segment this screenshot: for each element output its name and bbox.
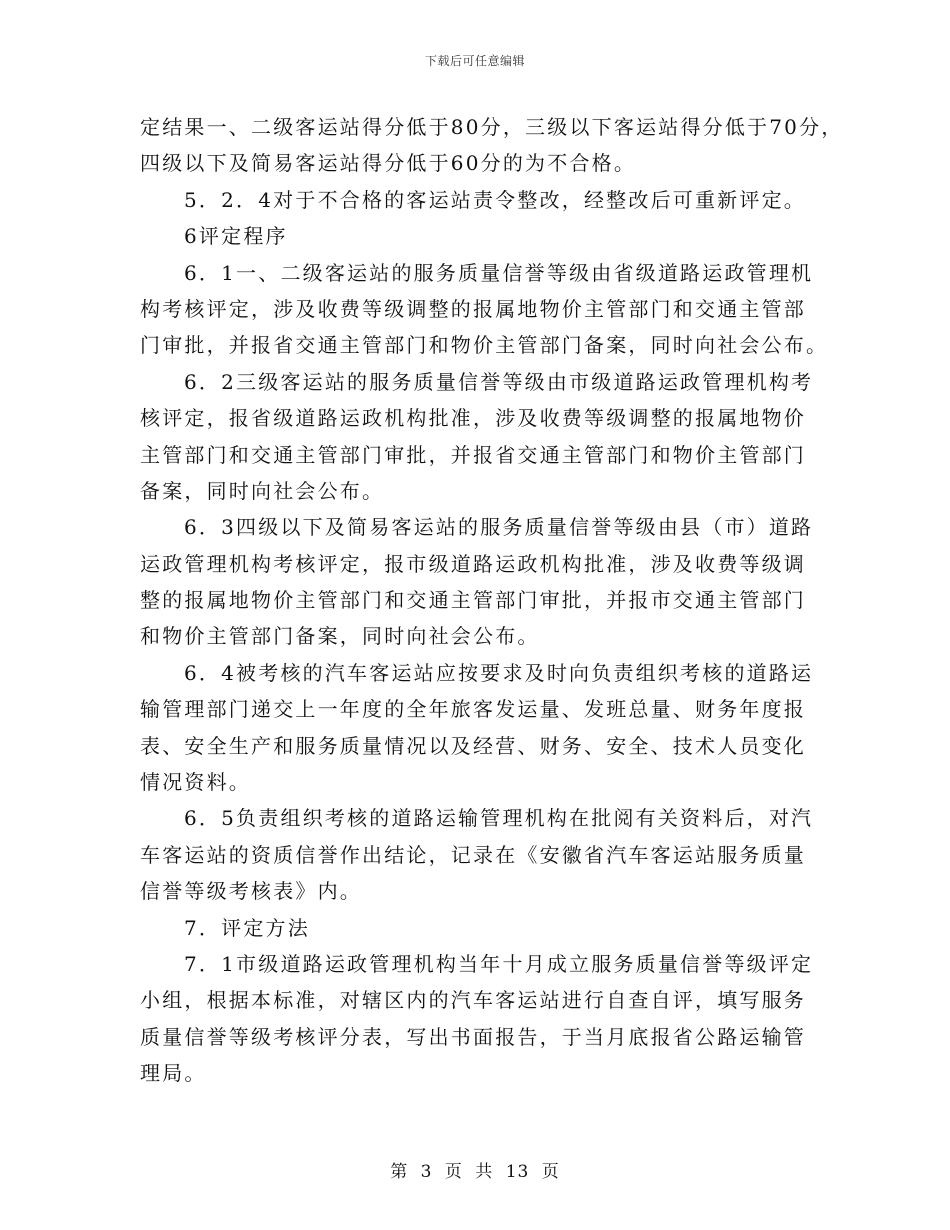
body-text-line: 理局。: [140, 1061, 207, 1086]
body-text-line: 6．5负责组织考核的道路运输管理机构在批阅有关资料后，对汽: [184, 806, 814, 831]
body-text-line: 运政管理机构考核评定，报市级道路运政机构批准，涉及收费等级调: [140, 551, 806, 576]
body-text-line: 输管理部门递交上一年度的全年旅客发运量、发班总量、财务年度报: [140, 697, 806, 722]
body-text-line: 备案，同时向社会公布。: [140, 478, 385, 503]
body-text-line: 主管部门和交通主管部门审批，并报省交通主管部门和物价主管部门: [140, 442, 806, 467]
body-text-line: 7．1市级道路运政管理机构当年十月成立服务质量信誉等级评定: [184, 951, 814, 976]
body-text-line: 核评定，报省级道路运政机构批准，涉及收费等级调整的报属地物价: [140, 406, 806, 431]
body-text-line: 6评定程序: [184, 224, 288, 249]
body-text-line: 定结果一、二级客运站得分低于80分，三级以下客运站得分低于70分，: [140, 115, 844, 139]
page-header-note: 下载后可任意编辑: [424, 54, 525, 68]
body-text-line: 信誉等级考核表》内。: [140, 879, 362, 904]
body-text-line: 和物价主管部门备案，同时向社会公布。: [140, 624, 540, 649]
body-text-line: 表、安全生产和服务质量情况以及经营、财务、安全、技术人员变化: [140, 733, 806, 758]
body-text-line: 6．4被考核的汽车客运站应按要求及时向负责组织考核的道路运: [184, 660, 814, 685]
body-text-line: 6．2三级客运站的服务质量信誉等级由市级道路运政管理机构考: [184, 369, 814, 394]
body-text-line: 小组，根据本标准，对辖区内的汽车客运站进行自查自评，填写服务: [140, 988, 806, 1013]
body-text-line: 7．评定方法: [184, 915, 310, 940]
body-text-line: 车客运站的资质信誉作出结论，记录在《安徽省汽车客运站服务质量: [140, 842, 806, 867]
body-text-line: 质量信誉等级考核评分表，写出书面报告，于当月底报省公路运输管: [140, 1024, 806, 1049]
body-text-line: 6．3四级以下及简易客运站的服务质量信誉等级由县（市）道路: [184, 515, 814, 540]
page-footer-page-number: 第 3 页 共 13 页: [390, 1162, 560, 1182]
body-text-line: 四级以下及简易客运站得分低于60分的为不合格。: [140, 151, 637, 176]
body-text-line: 整的报属地物价主管部门和交通主管部门审批，并报市交通主管部门: [140, 588, 806, 613]
body-text-line: 门审批，并报省交通主管部门和物价主管部门备案，同时向社会公布。: [140, 333, 829, 358]
body-text-line: 情况资料。: [140, 770, 251, 795]
document-body: [140, 109, 844, 1092]
body-text-line: 构考核评定，涉及收费等级调整的报属地物价主管部门和交通主管部: [140, 296, 806, 321]
body-text-line: 6．1一、二级客运站的服务质量信誉等级由省级道路运政管理机: [184, 260, 814, 285]
body-text-line: 5．2．4对于不合格的客运站责令整改，经整改后可重新评定。: [184, 187, 806, 212]
